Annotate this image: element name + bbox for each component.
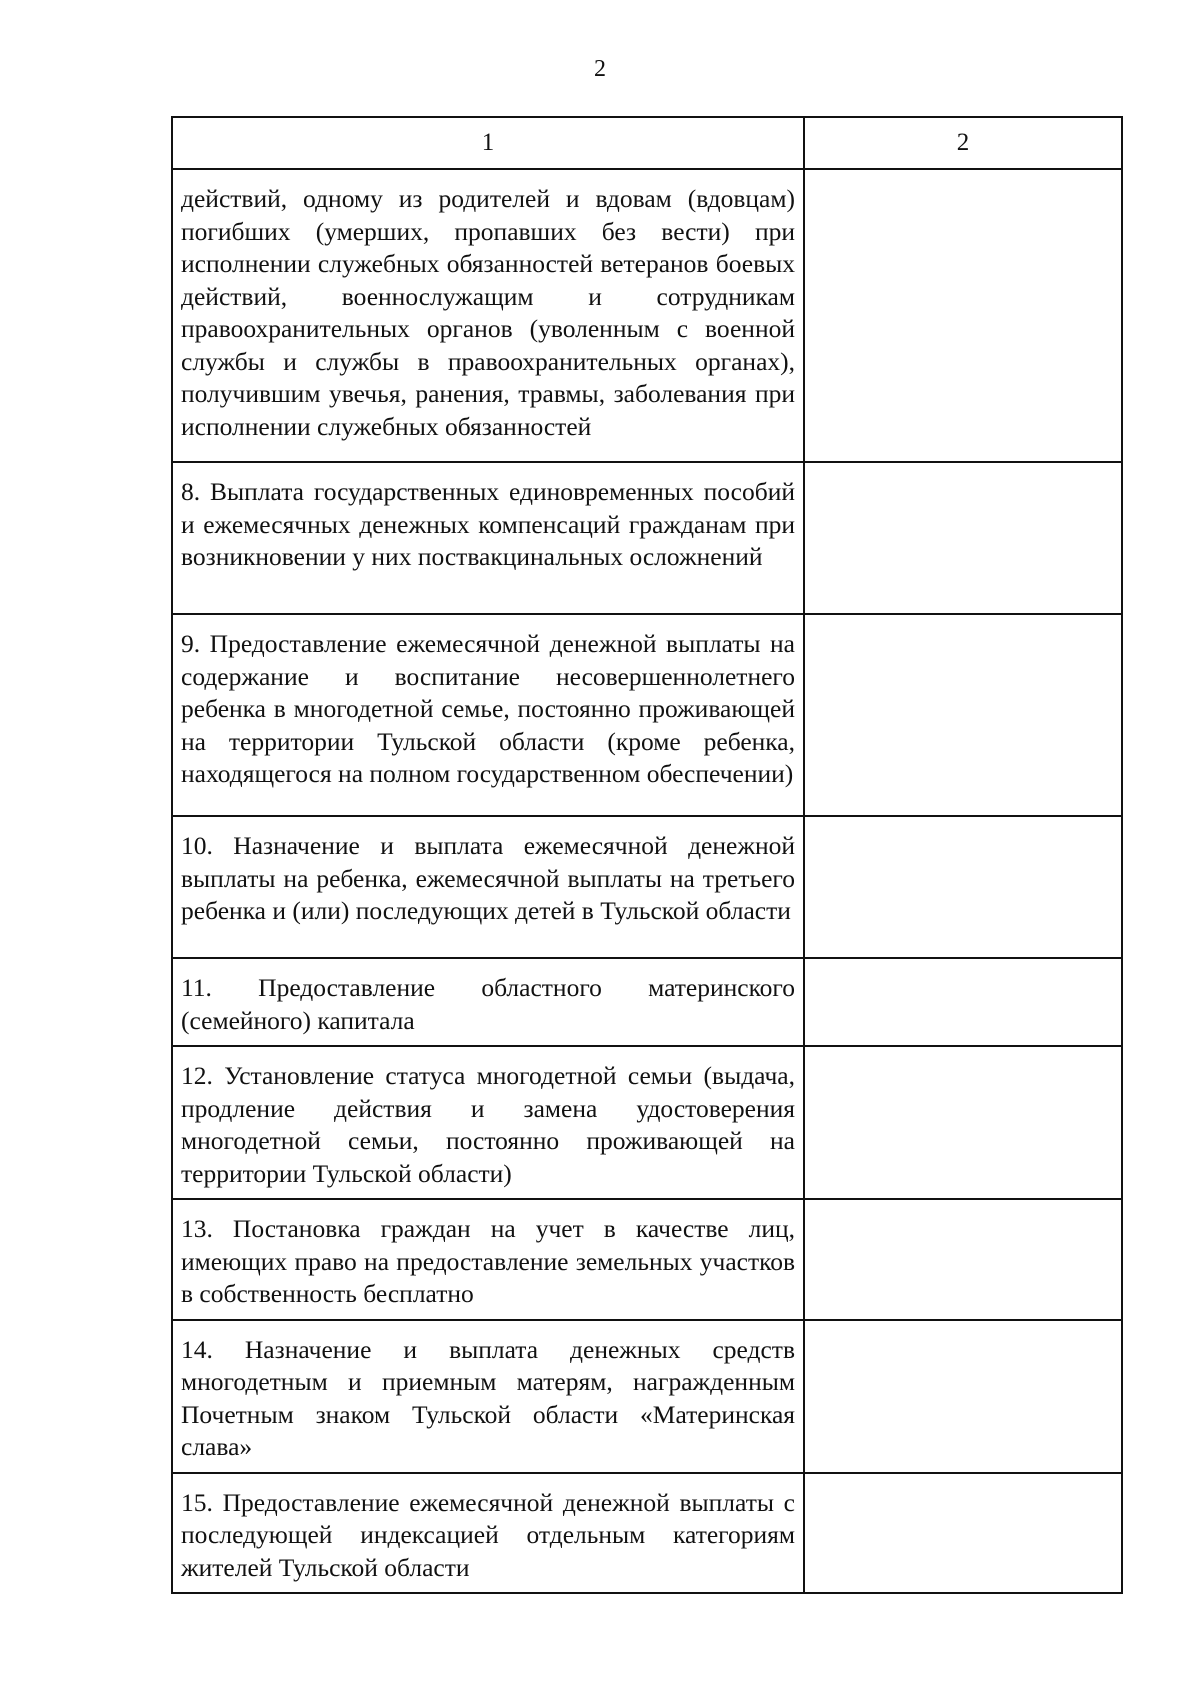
- service-description: действий, одному из родителей и вдовам (вдовцам) погибших (умерших, пропавших без вести) при исполнении служебных обязанностей ветеранов боевых действий, военнослужащим и сотрудникам правоохранительных органов (уволенным с военной службы и службы в правоохранительных органах), получившим увечья, ранения, травмы, заболевания при исполнении служебных обязанностей: [172, 169, 804, 462]
- services-table: [171, 116, 1123, 1594]
- table-row: [172, 1199, 1122, 1320]
- service-value: [804, 169, 1122, 462]
- column-header-2: 2: [804, 117, 1122, 169]
- service-description: 8. Выплата государственных единовременных пособий и ежемесячных денежных компенсаций гражданам при возникновении у них поствакцинальных осложнений: [172, 462, 804, 614]
- service-description: 13. Постановка граждан на учет в качестве лиц, имеющих право на предоставление земельных участков в собственность бесплатно: [172, 1199, 804, 1320]
- service-description: 12. Установление статуса многодетной семьи (выдача, продление действия и замена удостоверения многодетной семьи, постоянно проживающей на территории Тульской области): [172, 1046, 804, 1199]
- service-description: 14. Назначение и выплата денежных средств многодетным и приемным матерям, награжденным Почетным знаком Тульской области «Материнская слава»: [172, 1320, 804, 1473]
- service-description: 15. Предоставление ежемесячной денежной выплаты с последующей индексацией отдельным категориям жителей Тульской области: [172, 1473, 804, 1594]
- service-value: [804, 462, 1122, 614]
- service-value: [804, 1473, 1122, 1594]
- table-row: [172, 614, 1122, 816]
- table-row: [172, 958, 1122, 1046]
- table-row: [172, 169, 1122, 462]
- service-value: [804, 958, 1122, 1046]
- service-description: 9. Предоставление ежемесячной денежной выплаты на содержание и воспитание несовершеннолетнего ребенка в многодетной семье, постоянно проживающей на территории Тульской области (кроме ребенка, находящегося на полном государственном обеспечении): [172, 614, 804, 816]
- table-row: [172, 816, 1122, 958]
- service-value: [804, 816, 1122, 958]
- table-row: [172, 462, 1122, 614]
- page-number: 2: [594, 56, 606, 82]
- service-value: [804, 1199, 1122, 1320]
- table-row: [172, 1046, 1122, 1199]
- service-value: [804, 1320, 1122, 1473]
- service-value: [804, 614, 1122, 816]
- service-value: [804, 1046, 1122, 1199]
- table-row: [172, 1320, 1122, 1473]
- table-row: [172, 1473, 1122, 1594]
- service-description: 11. Предоставление областного материнского (семейного) капитала: [172, 958, 804, 1046]
- table-header-row: [172, 117, 1122, 169]
- service-description: 10. Назначение и выплата ежемесячной денежной выплаты на ребенка, ежемесячной выплаты на третьего ребенка и (или) последующих детей в Тульской области: [172, 816, 804, 958]
- column-header-1: 1: [172, 117, 804, 169]
